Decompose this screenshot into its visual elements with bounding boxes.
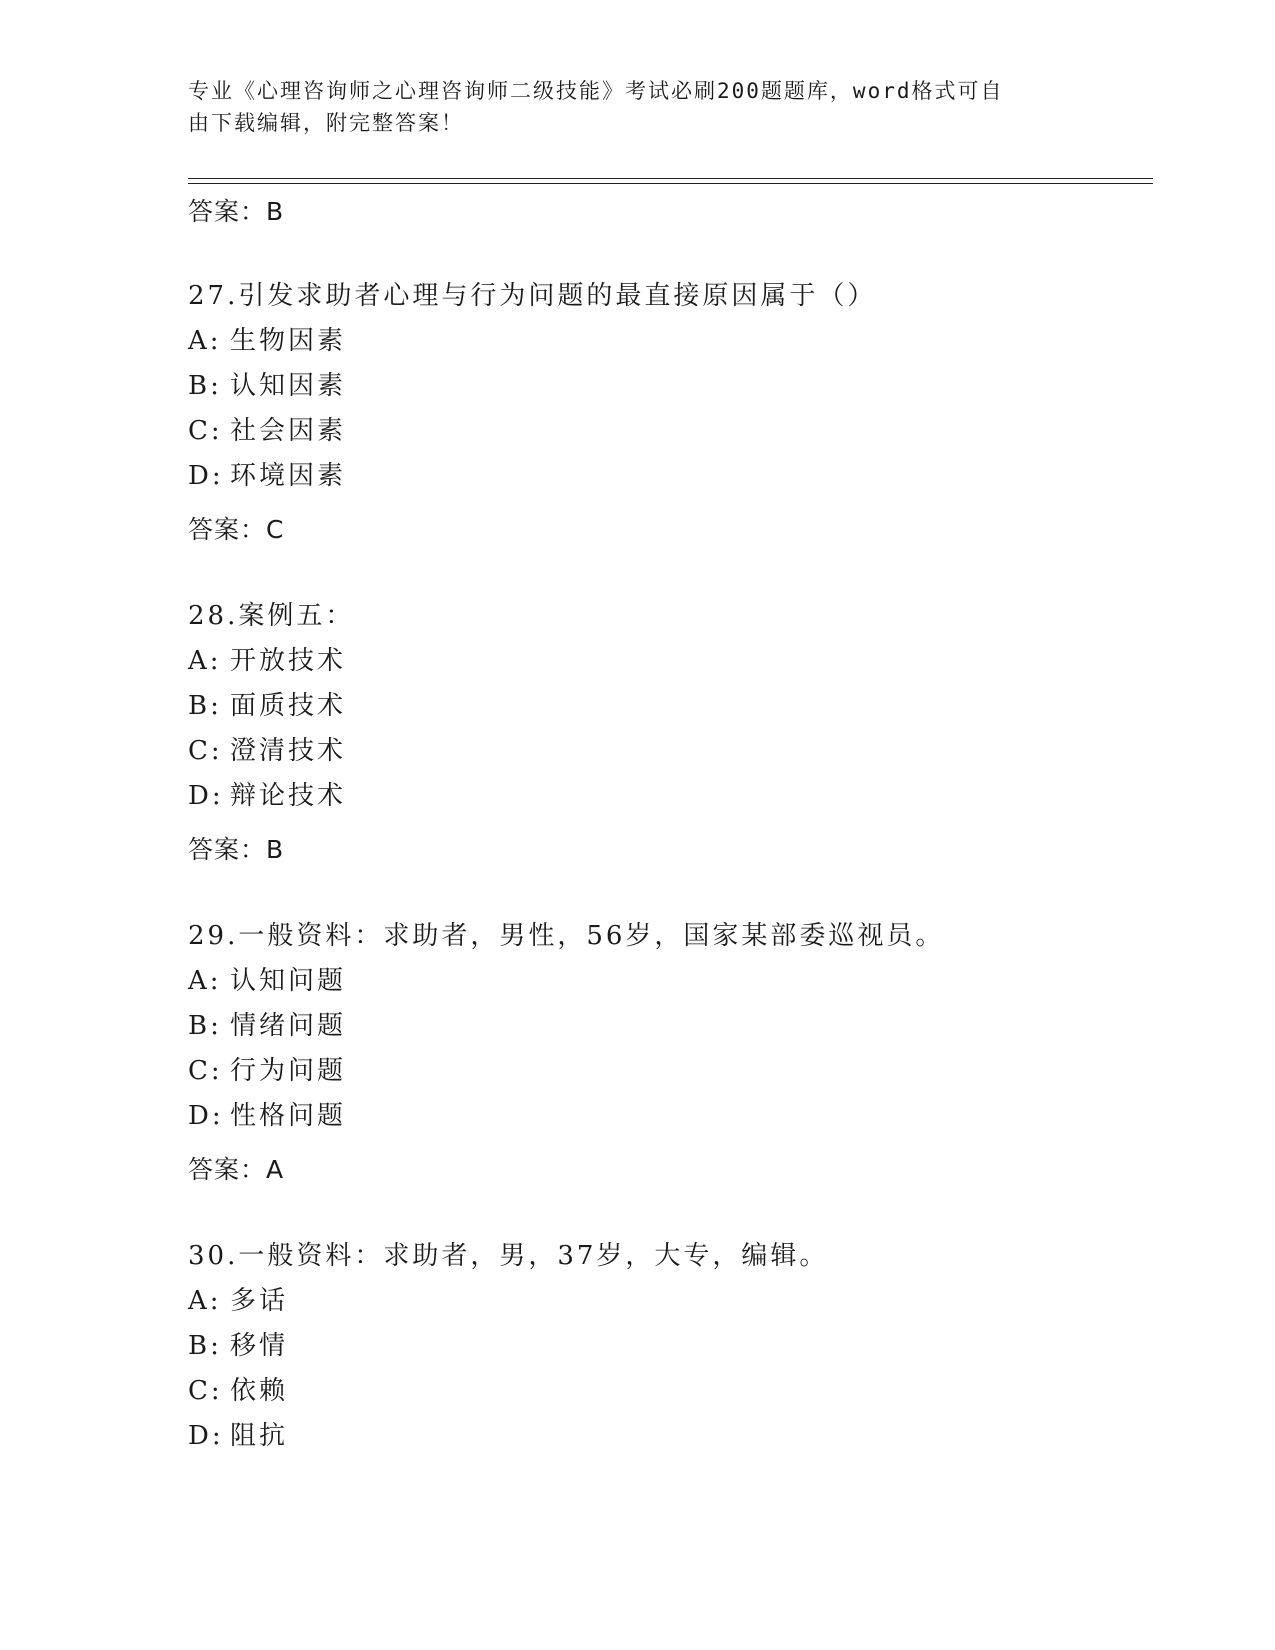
option-text: 认知问题 (230, 966, 347, 996)
option-a (188, 960, 346, 997)
header-line-1: 专业《心理咨询师之心理咨询师二级技能》考试必刷200题题库，word格式可自 (188, 79, 1004, 103)
question-stem: 27.引发求助者心理与行为问题的最直接原因属于（） (188, 281, 877, 311)
option-c (188, 410, 346, 447)
option-a (188, 640, 346, 677)
option-b (188, 1325, 288, 1362)
option-letter: B: (188, 691, 222, 721)
option-b (188, 365, 346, 402)
option-text: 性格问题 (230, 1101, 347, 1131)
option-letter: D: (188, 461, 224, 491)
option-letter: C: (188, 1056, 223, 1086)
option-d (188, 775, 346, 812)
option-letter: A: (188, 326, 222, 356)
option-letter: D: (188, 1101, 224, 1131)
option-text: 移情 (230, 1331, 289, 1361)
option-b (188, 685, 346, 722)
option-letter: A: (188, 966, 222, 996)
option-letter: D: (188, 1421, 224, 1451)
option-letter: B: (188, 1331, 222, 1361)
option-text: 澄清技术 (230, 736, 347, 766)
option-d (188, 455, 346, 492)
option-a (188, 1280, 288, 1317)
option-d (188, 1095, 346, 1132)
previous-answer: 答案：B (188, 197, 285, 226)
option-c (188, 1050, 346, 1087)
option-letter: A: (188, 1286, 222, 1316)
option-c (188, 1370, 288, 1407)
option-text: 社会因素 (230, 416, 347, 446)
header-divider-bottom (188, 183, 1153, 184)
header-line-2: 由下载编辑，附完整答案！ (188, 111, 464, 135)
answer-line: 答案：A (188, 1155, 285, 1184)
option-text: 依赖 (230, 1376, 289, 1406)
option-letter: B: (188, 1011, 222, 1041)
option-text: 面质技术 (230, 691, 347, 721)
option-letter: C: (188, 416, 223, 446)
answer-line: 答案：B (188, 835, 285, 864)
question-stem: 30.一般资料：求助者，男，37岁，大专，编辑。 (188, 1241, 829, 1271)
option-text: 情绪问题 (230, 1011, 347, 1041)
option-c (188, 730, 346, 767)
question-stem: 29.一般资料：求助者，男性，56岁，国家某部委巡视员。 (188, 921, 945, 951)
option-text: 辩论技术 (230, 781, 347, 811)
option-letter: D: (188, 781, 224, 811)
header-divider-top (188, 178, 1153, 179)
option-text: 环境因素 (230, 461, 347, 491)
option-letter: C: (188, 736, 223, 766)
option-a (188, 320, 346, 357)
option-text: 开放技术 (230, 646, 347, 676)
document-header (188, 75, 1068, 139)
option-letter: B: (188, 371, 222, 401)
answer-line: 答案：C (188, 515, 285, 544)
option-b (188, 1005, 346, 1042)
option-text: 行为问题 (230, 1056, 347, 1086)
option-text: 阻抗 (230, 1421, 289, 1451)
option-text: 认知因素 (230, 371, 347, 401)
option-text: 生物因素 (230, 326, 347, 356)
option-d (188, 1415, 288, 1452)
option-letter: C: (188, 1376, 223, 1406)
option-letter: A: (188, 646, 222, 676)
question-stem: 28.案例五： (188, 601, 355, 631)
option-text: 多话 (230, 1286, 289, 1316)
